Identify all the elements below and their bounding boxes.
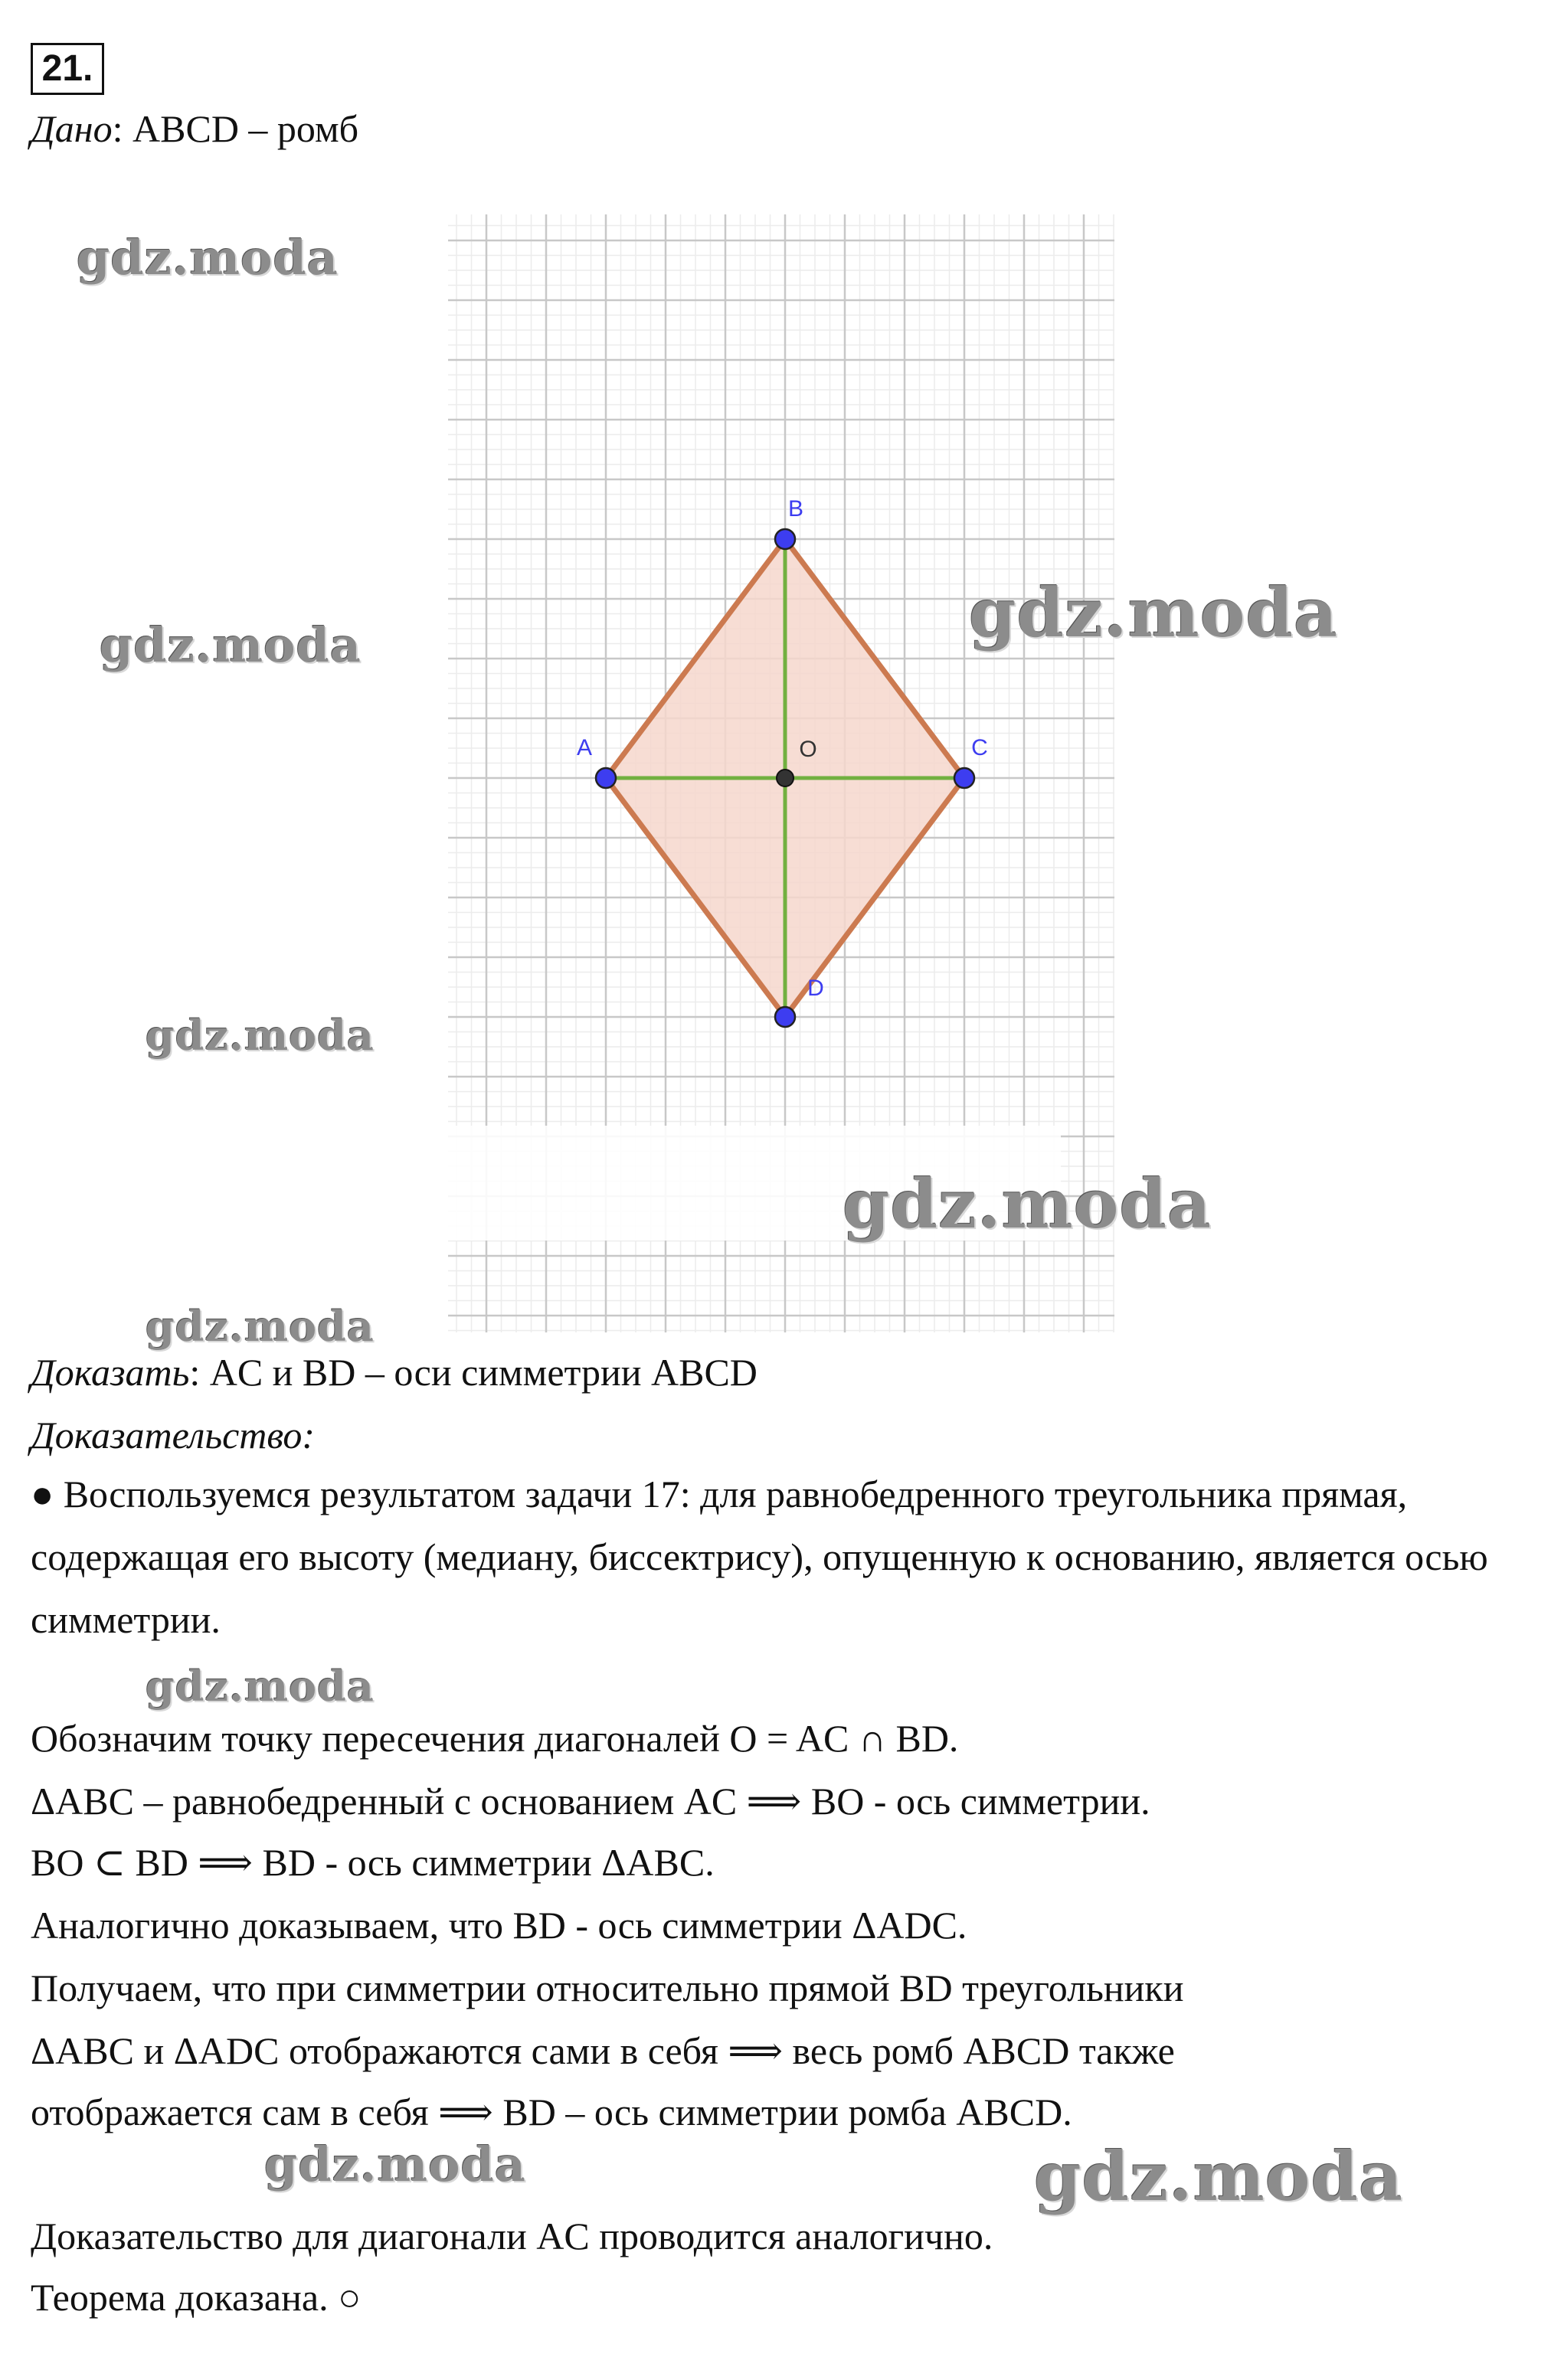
watermark: gdz.moda	[146, 1302, 375, 1351]
center-point-o	[777, 770, 793, 786]
vertex-point-c	[954, 768, 974, 788]
proof-line-4: Аналогично доказываем, что BD - ось симметрии ΔADC.	[31, 1904, 967, 1947]
final-line-1: Доказательство для диагонали AC проводится аналогично.	[31, 2215, 993, 2257]
watermark: gdz.moda	[146, 1662, 375, 1711]
watermark: gdz.moda	[264, 2136, 526, 2192]
proof-line-1: Обозначим точку пересечения диагоналей O = AC ∩ BD.	[31, 1717, 959, 1760]
proof-title: Доказательство:	[31, 1414, 316, 1456]
prove-label: Доказать	[31, 1351, 190, 1394]
given-line	[31, 104, 358, 153]
vertex-label-b: B	[787, 496, 804, 521]
watermark: gdz.moda	[969, 573, 1339, 652]
proof-line-7: отображается сам в себя ⟹ BD – ось симметрии ромба ABCD.	[31, 2091, 1072, 2133]
final-line-2: Теорема доказана. ○	[31, 2276, 362, 2319]
proof-line-6: ΔABC и ΔADC отображаются сами в себя ⟹ весь ромб ABCD также	[31, 2029, 1175, 2072]
vertex-point-d	[775, 1007, 795, 1027]
proof-line-5: Получаем, что при симметрии относительно прямой BD треугольники	[31, 1966, 1184, 2009]
given-label: Дано	[31, 107, 113, 150]
vertex-label-d: D	[807, 976, 824, 1001]
watermark: gdz.moda	[1034, 2136, 1404, 2216]
watermark: gdz.moda	[146, 1011, 375, 1060]
given-text: : ABCD – ромб	[112, 107, 359, 150]
prove-line	[31, 1348, 758, 1397]
proof-line-2: ΔABC – равнобедренный с основанием AC ⟹ BO - ось симметрии.	[31, 1780, 1150, 1823]
proof-paragraph: ● Воспользуемся результатом задачи 17: для равнобедренного треугольника прямая, содержащая его высоту (медиану, биссектрису), опущенную к основанию, является осью симметрии.	[31, 1473, 1488, 1641]
vertex-label-a: A	[576, 735, 593, 760]
watermark: gdz.moda	[843, 1164, 1212, 1244]
vertex-point-a	[596, 768, 616, 788]
prove-text: : AC и BD – оси симметрии ABCD	[189, 1351, 758, 1394]
center-label-o: O	[799, 737, 817, 762]
vertex-label-c: C	[971, 735, 988, 760]
watermark: gdz.moda	[77, 230, 339, 286]
watermark: gdz.moda	[100, 617, 362, 673]
vertex-point-b	[775, 529, 795, 549]
problem-number: 21.	[31, 43, 104, 95]
proof-line-3: BO ⊂ BD ⟹ BD - ось симметрии ΔABC.	[31, 1841, 715, 1884]
